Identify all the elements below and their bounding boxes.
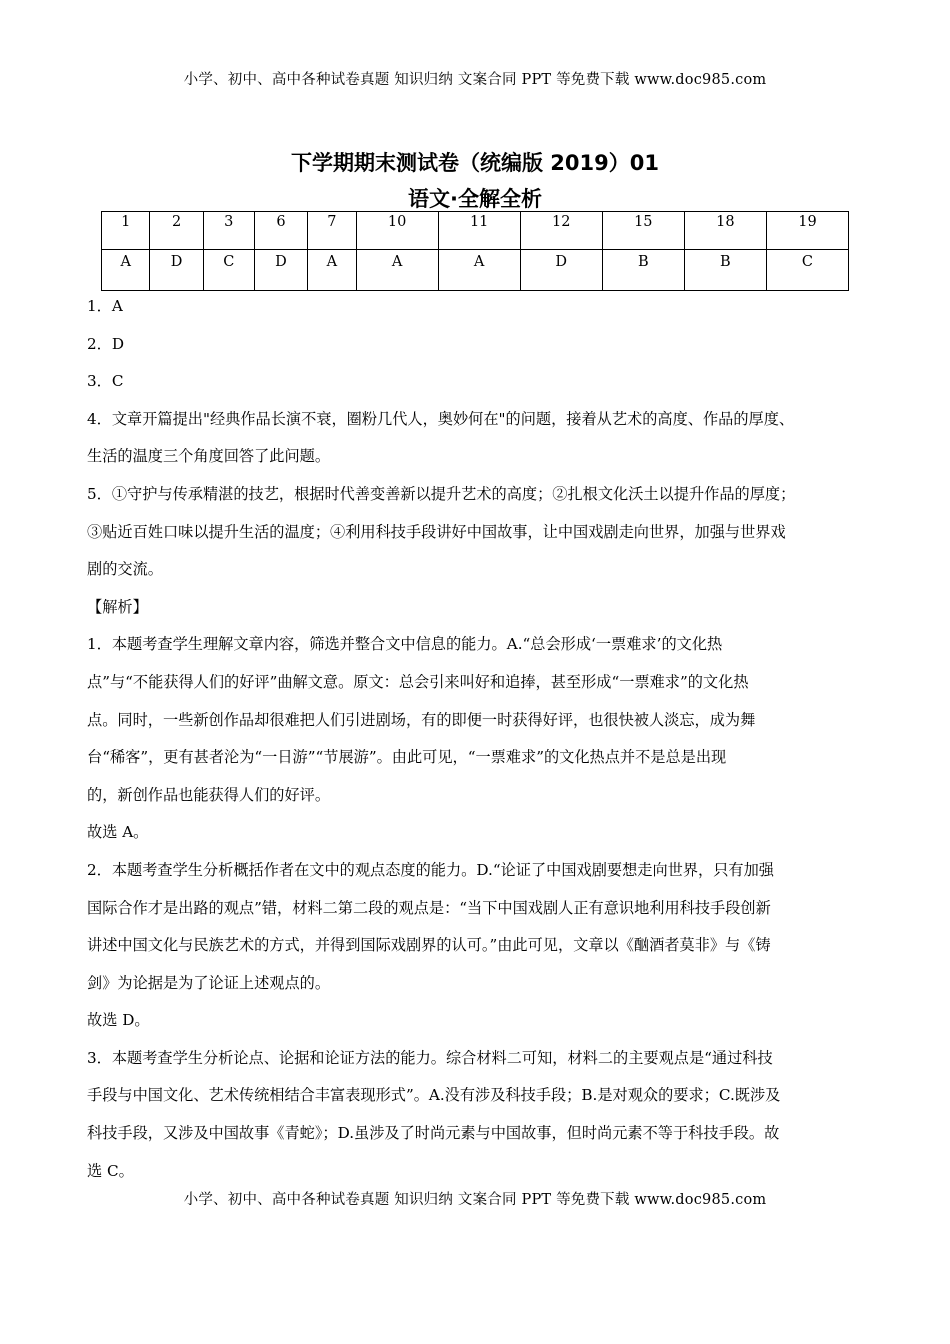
question-number-cell: 3 [203, 212, 254, 250]
answer-content [87, 288, 859, 1190]
text-line: 的，新创作品也能获得人们的好评。 [87, 785, 330, 804]
question-number-cell: 15 [602, 212, 684, 250]
text-line: 2．D [87, 334, 125, 353]
question-number-cell: 12 [520, 212, 602, 250]
answer-cell: A [438, 250, 520, 291]
text-line: 科技手段，又涉及中国故事《青蛇》；D.虽涉及了时尚元素与中国故事，但时尚元素不等于科技手段。故 [87, 1124, 780, 1143]
text-line: 故选 A。 [87, 823, 149, 842]
text-line: 台“稀客”，更有甚者沦为“一日游”“节展游”。由此可见，“一票难求”的文化热点并不是总是出现 [87, 748, 727, 767]
answer-cell: A [308, 250, 356, 291]
text-line: 3．C [87, 372, 124, 391]
text-line: 4．文章开篇提出"经典作品长演不衰，圈粉几代人，奥妙何在"的问题，接着从艺术的高度、作品的厚度、 [87, 409, 795, 428]
text-line: 手段与中国文化、艺术传统相结合丰富表现形式”。A.没有涉及科技手段；B.是对观众的要求；C.既涉及 [87, 1086, 781, 1105]
text-line: 1．A [87, 297, 123, 315]
text-line: 选 C。 [87, 1161, 134, 1180]
question-number-cell: 19 [766, 212, 848, 250]
document-subtitle: 语文·全解全析 [408, 187, 542, 211]
answer-cell: A [102, 250, 150, 291]
text-line: 3．本题考查学生分析论点、论据和论证方法的能力。综合材料二可知，材料二的主要观点是“通过科技 [87, 1048, 773, 1067]
answer-cell: B [684, 250, 766, 291]
answer-cell: D [150, 250, 203, 291]
section-heading-analysis: 【解析】 [87, 597, 148, 616]
question-number-row [102, 212, 849, 250]
document-title: 下学期期末测试卷（统编版 2019）01 [291, 151, 659, 175]
text-line: 5．①守护与传承精湛的技艺，根据时代善变善新以提升艺术的高度；②扎根文化沃土以提升作品的厚度； [87, 484, 796, 503]
question-number-cell: 7 [308, 212, 356, 250]
text-line: 国际合作才是出路的观点”错，材料二第二段的观点是：“当下中国戏剧人正有意识地利用科技手段创新 [87, 898, 771, 917]
question-number-cell: 6 [254, 212, 307, 250]
text-line: 2．本题考查学生分析概括作者在文中的观点态度的能力。D.“论证了中国戏剧要想走向世界，只有加强 [87, 860, 774, 879]
question-number-cell: 2 [150, 212, 203, 250]
answer-cell: B [602, 250, 684, 291]
answer-table [101, 211, 849, 291]
question-number-cell: 1 [102, 212, 150, 250]
text-line: 点。同时，一些新创作品却很难把人们引进剧场，有的即便一时获得好评，也很快被人淡忘，成为舞 [87, 710, 756, 729]
question-number-cell: 18 [684, 212, 766, 250]
text-line: 点”与“不能获得人们的好评”曲解文意。原文：总会引来叫好和追捧，甚至形成“一票难求”的文化热 [87, 672, 749, 691]
answer-cell: C [203, 250, 254, 291]
text-line: 生活的温度三个角度回答了此问题。 [87, 447, 330, 466]
answer-cell: C [766, 250, 848, 291]
page-header: 小学、初中、高中各种试卷真题 知识归纳 文案合同 PPT 等免费下载 www.doc985.com [183, 72, 767, 88]
answer-cell: A [356, 250, 438, 291]
question-number-cell: 11 [438, 212, 520, 250]
text-line: 剑》为论据是为了论证上述观点的。 [87, 973, 330, 992]
text-line: 剧的交流。 [87, 560, 163, 579]
answer-row [102, 250, 849, 291]
answer-cell: D [520, 250, 602, 291]
question-number-cell: 10 [356, 212, 438, 250]
text-line: ③贴近百姓口味以提升生活的温度；④利用科技手段讲好中国故事，让中国戏剧走向世界，加强与世界戏 [87, 522, 786, 541]
text-line: 故选 D。 [87, 1011, 150, 1030]
answer-cell: D [254, 250, 307, 291]
text-line: 1．本题考查学生理解文章内容，筛选并整合文中信息的能力。A.“总会形成‘一票难求’的文化热 [87, 635, 723, 654]
text-line: 讲述中国文化与民族艺术的方式，并得到国际戏剧界的认可。”由此可见，文章以《酗酒者莫非》与《铸 [87, 936, 771, 955]
page-footer: 小学、初中、高中各种试卷真题 知识归纳 文案合同 PPT 等免费下载 www.doc985.com [183, 1192, 767, 1208]
